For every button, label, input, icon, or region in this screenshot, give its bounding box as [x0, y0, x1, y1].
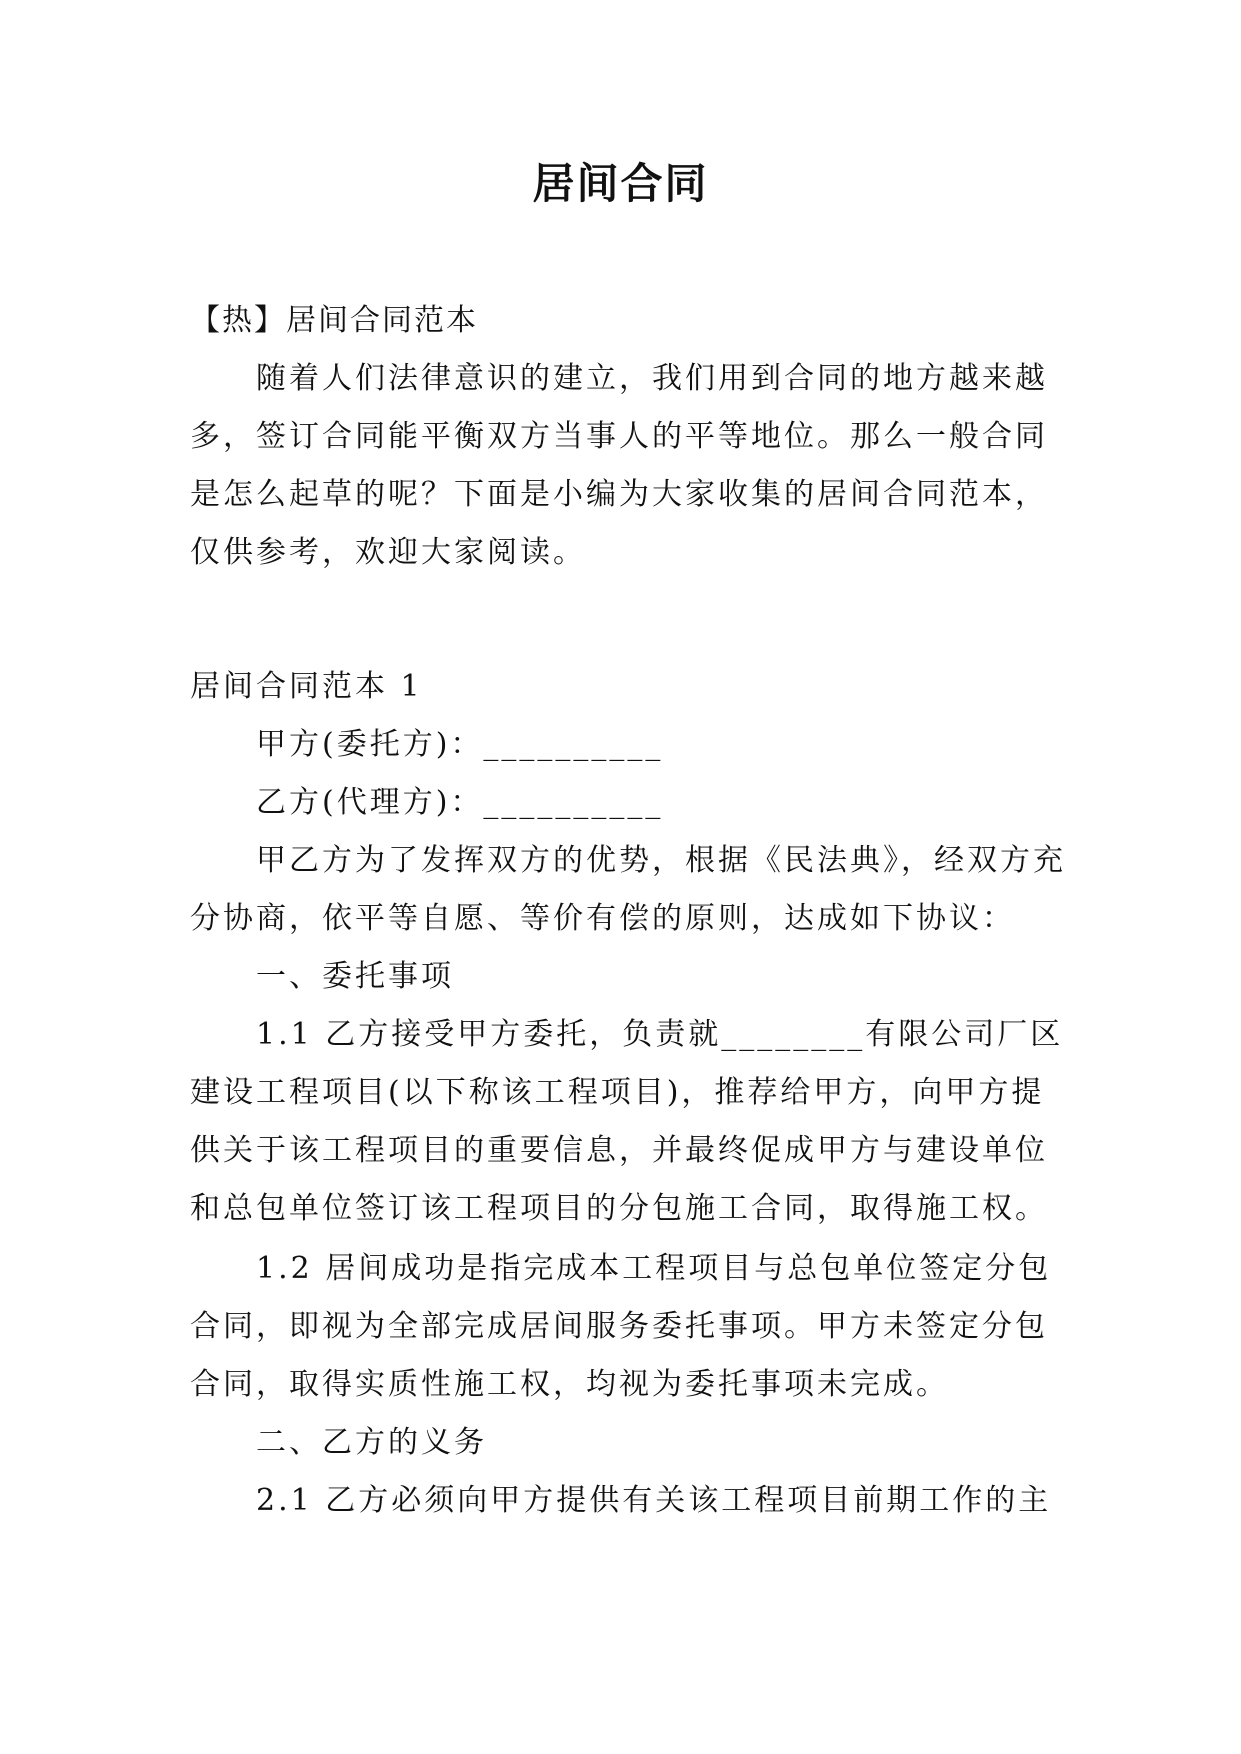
party-a-line: 甲方(委托方)：__________: [256, 727, 664, 762]
party-b-line: 乙方(代理方)：__________: [256, 785, 664, 820]
clause-2-title: 二、乙方的义务: [256, 1425, 487, 1460]
clause-2-1-paragraph: 2.1 乙方必须向甲方提供有关该工程项目前期工作的主: [256, 1483, 1052, 1518]
intro-paragraph: 随着人们法律意识的建立，我们用到合同的地方越来越多，签订合同能平衡双方当事人的平等地位。那么一般合同是怎么起草的呢？下面是小编为大家收集的居间合同范本，仅供参考，欢迎大家阅读。: [190, 361, 1048, 570]
section-title: 居间合同范本 1: [190, 669, 423, 704]
clause-1-1-paragraph: 1.1 乙方接受甲方委托，负责就________有限公司厂区建设工程项目(以下称该工程项目)，推荐给甲方，向甲方提供关于该工程项目的重要信息，并最终促成甲方与建设单位和总包单位签订该工程项目的分包施工合同，取得施工权。: [190, 1017, 1064, 1226]
clause-1-title: 一、委托事项: [256, 959, 454, 994]
document-subtitle: 【热】居间合同范本: [190, 303, 478, 338]
clause-1-2-paragraph: 1.2 居间成功是指完成本工程项目与总包单位签定分包合同，即视为全部完成居间服务委托事项。甲方未签定分包合同，取得实质性施工权，均视为委托事项未完成。: [190, 1251, 1052, 1402]
agreement-intro-paragraph: 甲乙方为了发挥双方的优势，根据《民法典》，经双方充分协商，依平等自愿、等价有偿的原则，达成如下协议：: [190, 843, 1066, 936]
document-title: 居间合同: [532, 159, 709, 208]
